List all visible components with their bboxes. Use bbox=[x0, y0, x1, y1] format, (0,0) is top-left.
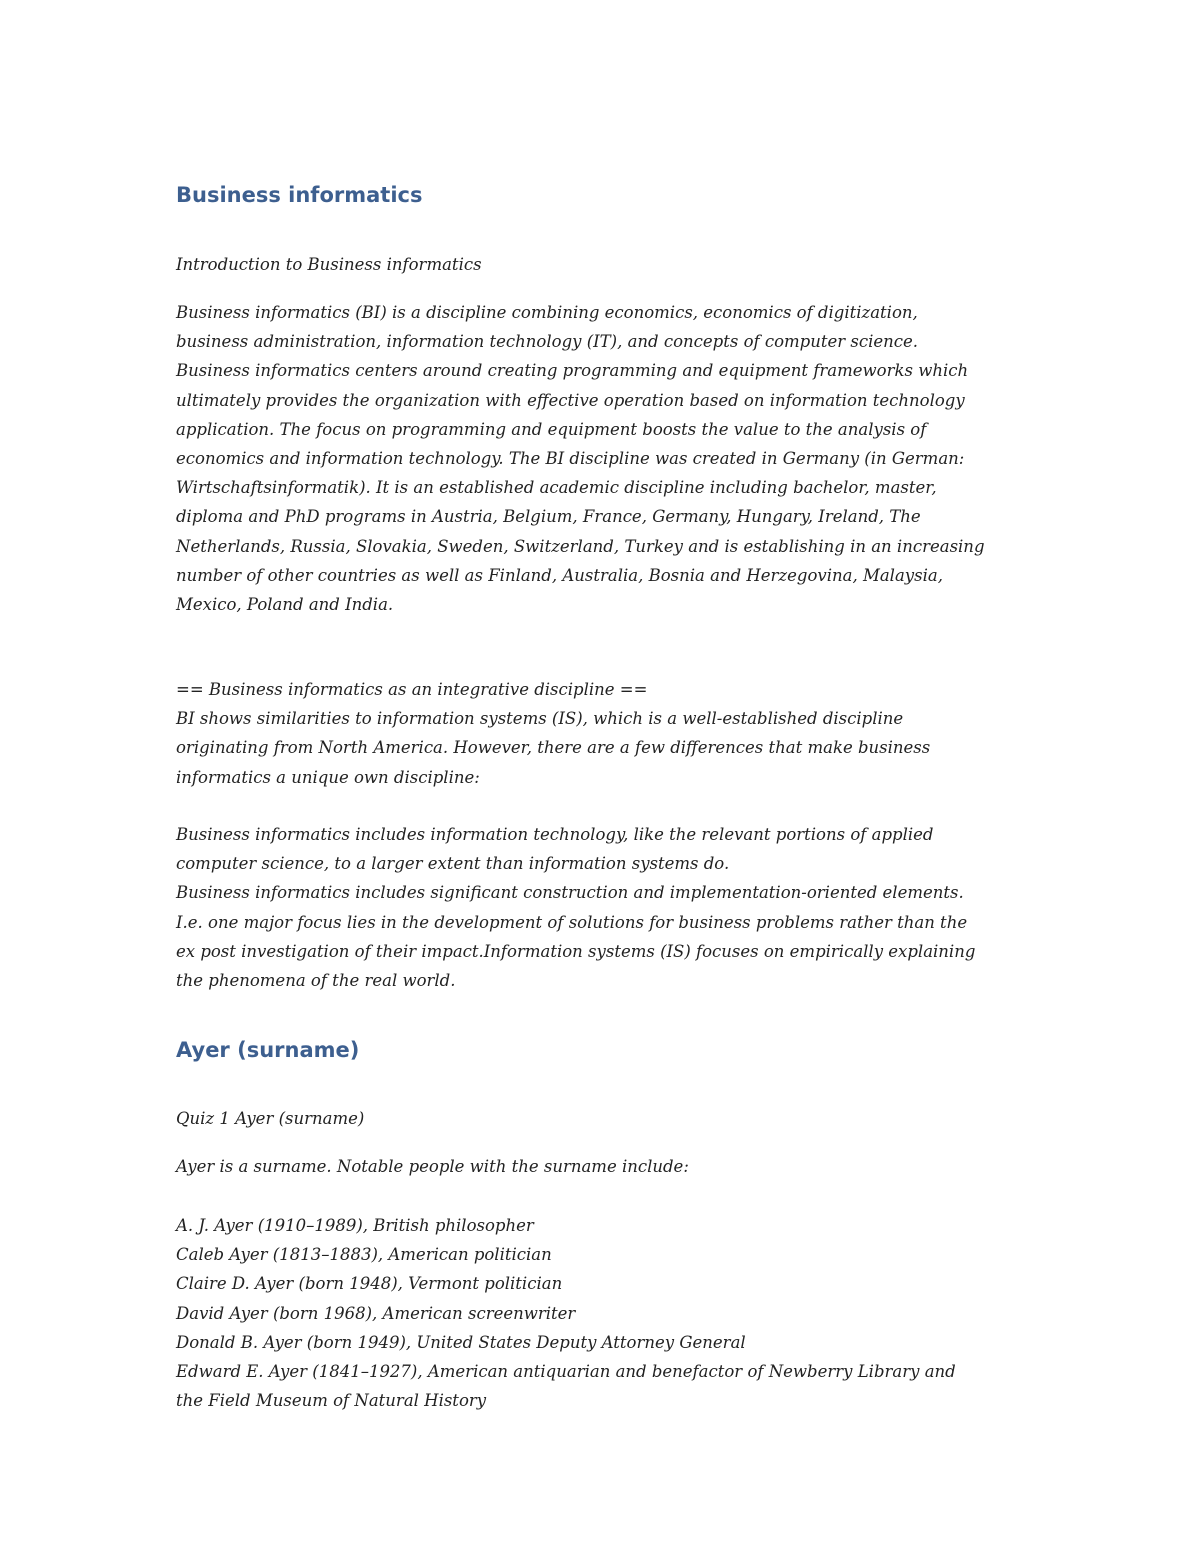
paragraph-line: number of other countries as well as Finland, Australia, Bosnia and Herzegovina, Malaysia, bbox=[176, 565, 943, 585]
paragraph-line: ex post investigation of their impact.Information systems (IS) focuses on empirically explaining bbox=[176, 941, 976, 961]
paragraph-line: Business informatics includes information technology, like the relevant portions of applied bbox=[176, 825, 934, 844]
paragraph-line: business administration, information technology (IT), and concepts of computer science. bbox=[176, 332, 919, 352]
paragraph-line: Business informatics centers around creating programming and equipment frameworks which bbox=[176, 361, 969, 381]
paragraph-line: Business informatics includes significant construction and implementation-oriented elements. bbox=[176, 883, 964, 903]
paragraph-line: application. The focus on programming and equipment boosts the value to the analysis of bbox=[176, 419, 927, 439]
section-subtitle-business-informatics: Introduction to Business informatics bbox=[176, 255, 482, 274]
paragraph-line: Wirtschaftsinformatik). It is an established academic discipline including bachelor, master, bbox=[176, 478, 937, 498]
paragraph-line: == Business informatics as an integrative discipline == bbox=[176, 680, 648, 699]
paragraph-line: diploma and PhD programs in Austria, Belgium, France, Germany, Hungary, Ireland, The bbox=[176, 507, 921, 527]
people-list bbox=[176, 1211, 956, 1415]
list-item: Caleb Ayer (1813–1883), American politician bbox=[176, 1245, 552, 1265]
differences-paragraph bbox=[176, 820, 975, 995]
section-title-ayer-surname: Ayer (surname) bbox=[176, 1038, 360, 1062]
paragraph-line: Mexico, Poland and India. bbox=[176, 595, 394, 615]
list-item: A. J. Ayer (1910–1989), British philosopher bbox=[176, 1216, 534, 1235]
section-subtitle-ayer-quiz: Quiz 1 Ayer (surname) bbox=[176, 1109, 365, 1128]
integrative-discipline-paragraph bbox=[176, 675, 930, 792]
paragraph-line: computer science, to a larger extent than information systems do. bbox=[176, 854, 730, 874]
list-item: Edward E. Ayer (1841–1927), American antiquarian and benefactor of Newberry Library and bbox=[176, 1362, 956, 1382]
paragraph-line: Business informatics (BI) is a discipline combining economics, economics of digitization, bbox=[176, 303, 918, 322]
paragraph-line: ultimately provides the organization with effective operation based on information technology bbox=[176, 390, 965, 410]
list-item: David Ayer (born 1968), American screenwriter bbox=[176, 1303, 576, 1323]
paragraph-line: Netherlands, Russia, Slovakia, Sweden, Switzerland, Turkey and is establishing in an increasing bbox=[176, 536, 985, 556]
list-item: Donald B. Ayer (born 1949), United States Deputy Attorney General bbox=[176, 1332, 746, 1352]
paragraph-line: BI shows similarities to information systems (IS), which is a well-established discipline bbox=[176, 709, 904, 729]
paragraph-line: the phenomena of the real world. bbox=[176, 971, 456, 991]
paragraph-line: economics and information technology. The BI discipline was created in Germany (in German: bbox=[176, 449, 965, 469]
section-title-business-informatics: Business informatics bbox=[176, 183, 423, 207]
list-item: the Field Museum of Natural History bbox=[176, 1391, 487, 1411]
paragraph-line: originating from North America. However, there are a few differences that make business bbox=[176, 738, 931, 758]
list-item: Claire D. Ayer (born 1948), Vermont politician bbox=[176, 1274, 563, 1294]
intro-paragraph bbox=[176, 298, 985, 619]
paragraph-line: I.e. one major focus lies in the development of solutions for business problems rather than the bbox=[176, 912, 968, 932]
ayer-intro: Ayer is a surname. Notable people with the surname include: bbox=[176, 1157, 689, 1176]
paragraph-line: informatics a unique own discipline: bbox=[176, 767, 480, 787]
